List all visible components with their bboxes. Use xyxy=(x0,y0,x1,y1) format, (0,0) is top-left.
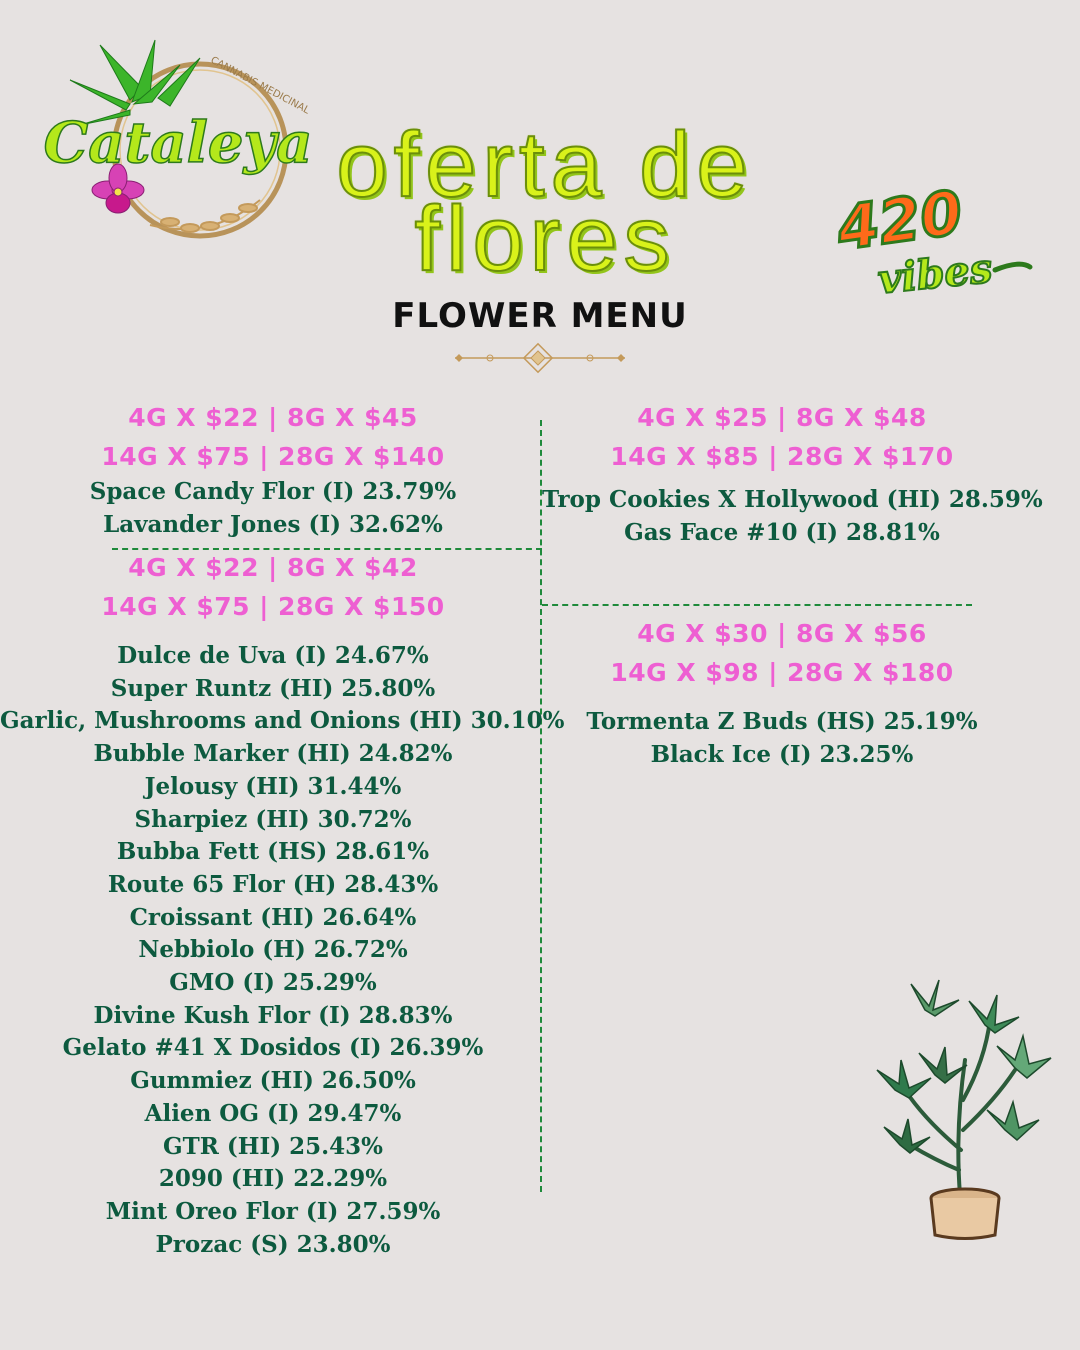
strain-item: Route 65 Flor (H) 28.43% xyxy=(107,870,439,898)
strain-item: 2090 (HI) 22.29% xyxy=(158,1165,388,1193)
title-line-2: flores xyxy=(414,188,676,290)
title-line-1: oferta de xyxy=(336,114,754,216)
strain-item: GTR (HI) 25.43% xyxy=(162,1132,384,1160)
section-2-price-line-2: 14G X $75 | 28G X $150 xyxy=(101,592,445,621)
ornament-divider xyxy=(450,344,630,372)
logo-wordmark: Cataleya xyxy=(43,110,313,176)
right-section-divider xyxy=(542,604,972,606)
section-1-price-line-1: 4G X $22 | 8G X $45 xyxy=(128,403,418,432)
section-2-price-line-1: 4G X $22 | 8G X $42 xyxy=(128,553,418,582)
strain-item: Bubba Fett (HS) 28.61% xyxy=(116,838,430,866)
logo-tagline: CANNABIS MEDICINAL xyxy=(208,54,312,117)
strain-item: Trop Cookies X Hollywood (HI) 28.59% xyxy=(542,486,1043,513)
strain-item: Sharpiez (HI) 30.72% xyxy=(134,805,412,833)
section-1 xyxy=(0,398,546,541)
strain-item: Gas Face #10 (I) 28.81% xyxy=(624,518,940,546)
strain-item: Gelato #41 X Dosidos (I) 26.39% xyxy=(62,1034,484,1062)
section-1-price-line-2: 14G X $75 | 28G X $140 xyxy=(101,442,445,471)
badge-vibes-text: vibes xyxy=(875,244,995,304)
strain-item: Tormenta Z Buds (HS) 25.19% xyxy=(586,708,978,735)
strain-item: Prozac (S) 23.80% xyxy=(155,1230,391,1258)
420-vibes-badge xyxy=(830,175,1040,305)
section-3-price-line-2: 14G X $85 | 28G X $170 xyxy=(610,442,954,471)
strain-item: Nebbiolo (H) 26.72% xyxy=(138,936,408,964)
strain-item: Croissant (HI) 26.64% xyxy=(129,903,417,931)
section-2 xyxy=(0,548,565,1261)
flower-menu-heading: FLOWER MENU xyxy=(392,296,688,336)
strain-item: Super Runtz (HI) 25.80% xyxy=(110,674,436,702)
strain-item: Mint Oreo Flor (I) 27.59% xyxy=(105,1197,441,1225)
strain-item: Divine Kush Flor (I) 28.83% xyxy=(93,1001,453,1029)
page-title xyxy=(330,114,760,290)
strain-item: Space Candy Flor (I) 23.79% xyxy=(89,478,457,505)
strain-item: Black Ice (I) 23.25% xyxy=(650,740,914,768)
strain-item: Dulce de Uva (I) 24.67% xyxy=(117,642,429,669)
strain-item: Alien OG (I) 29.47% xyxy=(144,1099,402,1127)
strain-item: Gummiez (HI) 26.50% xyxy=(130,1067,416,1095)
strain-item: GMO (I) 25.29% xyxy=(169,969,377,997)
strain-item: Lavander Jones (I) 32.62% xyxy=(103,510,443,538)
strain-item: Bubble Marker (HI) 24.82% xyxy=(93,740,453,768)
potted-plant-illustration xyxy=(855,980,1060,1245)
section-3-price-line-1: 4G X $25 | 8G X $48 xyxy=(637,403,927,432)
section-4 xyxy=(542,614,1022,771)
section-3 xyxy=(542,398,1043,549)
section-4-price-line-2: 14G X $98 | 28G X $180 xyxy=(610,658,954,687)
section-4-price-line-1: 4G X $30 | 8G X $56 xyxy=(637,619,927,648)
strain-item: Garlic, Mushrooms and Onions (HI) 30.10% xyxy=(0,707,565,735)
strain-item: Jelousy (HI) 31.44% xyxy=(144,772,402,800)
cataleya-logo xyxy=(43,40,313,250)
badge-420-text: 420 xyxy=(832,177,967,265)
